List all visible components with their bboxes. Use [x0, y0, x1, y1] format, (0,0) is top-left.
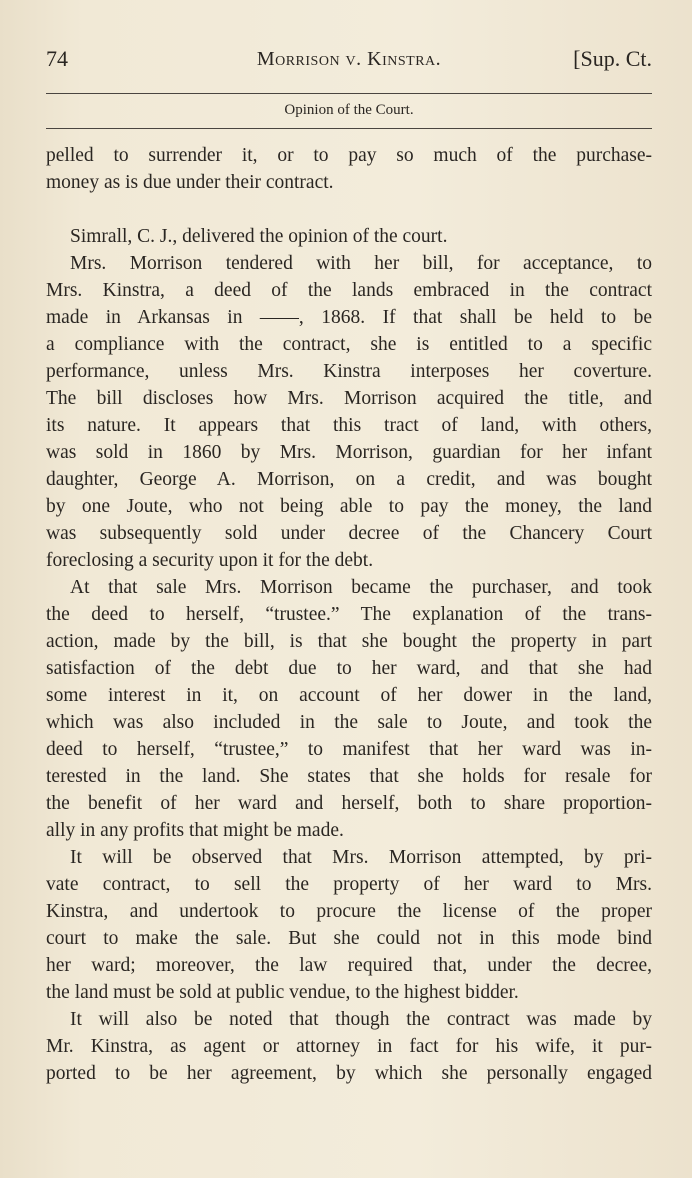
- running-header: [46, 42, 652, 82]
- court-abbreviation: [Sup. Ct.: [573, 46, 652, 71]
- text-line: Kinstra, and undertook to procure the license of the proper: [46, 901, 652, 922]
- text-line: by one Joute, who not being able to pay the money, the land: [46, 496, 652, 517]
- text-line: It will also be noted that though the contract was made by: [70, 1009, 652, 1030]
- running-title: Morrison v. Kinstra.: [256, 48, 442, 70]
- text-line: foreclosing a security upon it for the debt.: [46, 550, 374, 571]
- text-line: money as is due under their contract.: [46, 172, 334, 193]
- text-line: terested in the land. She states that she holds for resale for: [46, 766, 652, 787]
- text-line: the benefit of her ward and herself, both to share proportion-: [46, 793, 652, 814]
- text-line: vate contract, to sell the property of her ward to Mrs.: [46, 874, 652, 895]
- paragraph-gap: [46, 196, 652, 223]
- text-line: the deed to herself, “trustee.” The explanation of the trans-: [46, 604, 652, 625]
- text-line: At that sale Mrs. Morrison became the purchaser, and took: [70, 577, 652, 598]
- text-line: the land must be sold at public vendue, to the highest bidder.: [46, 982, 519, 1003]
- text-line: satisfaction of the debt due to her ward, and that she had: [46, 658, 652, 679]
- text-line: was subsequently sold under decree of the Chancery Court: [46, 523, 652, 544]
- text-line: daughter, George A. Morrison, on a credit, and was bought: [46, 469, 652, 490]
- text-line: performance, unless Mrs. Kinstra interposes her coverture.: [46, 361, 652, 382]
- text-line: It will be observed that Mrs. Morrison attempted, by pri-: [70, 847, 652, 868]
- text-line: was sold in 1860 by Mrs. Morrison, guardian for her infant: [46, 442, 652, 463]
- text-line: deed to herself, “trustee,” to manifest that her ward was in-: [46, 739, 652, 760]
- opinion-attribution-line: Simrall, C. J., delivered the opinion of the court.: [70, 226, 448, 247]
- body-text: [46, 142, 652, 1087]
- text-line: her ward; moreover, the law required that, under the decree,: [46, 955, 652, 976]
- header-rule: [46, 93, 652, 94]
- text-line: Mr. Kinstra, as agent or attorney in fact for his wife, it pur-: [46, 1036, 652, 1057]
- text-line: ally in any profits that might be made.: [46, 820, 344, 841]
- text-line: a compliance with the contract, she is entitled to a specific: [46, 334, 652, 355]
- text-line: some interest in it, on account of her dower in the land,: [46, 685, 652, 706]
- page-number: 74: [46, 46, 68, 71]
- text-line: court to make the sale. But she could not in this mode bind: [46, 928, 652, 949]
- text-line: The bill discloses how Mrs. Morrison acquired the title, and: [46, 388, 652, 409]
- text-line: action, made by the bill, is that she bought the property in part: [46, 631, 652, 652]
- text-line: Mrs. Morrison tendered with her bill, for acceptance, to: [70, 253, 652, 274]
- text-line: ported to be her agreement, by which she personally engaged: [46, 1063, 652, 1084]
- section-subheading: Opinion of the Court.: [284, 102, 414, 118]
- subheading-rule: [46, 128, 652, 129]
- text-line: which was also included in the sale to Joute, and took the: [46, 712, 652, 733]
- text-line: Mrs. Kinstra, a deed of the lands embraced in the contract: [46, 280, 652, 301]
- text-line: its nature. It appears that this tract of land, with others,: [46, 415, 652, 436]
- text-line: made in Arkansas in ——, 1868. If that shall be held to be: [46, 307, 652, 328]
- text-line: pelled to surrender it, or to pay so much of the purchase-: [46, 145, 652, 166]
